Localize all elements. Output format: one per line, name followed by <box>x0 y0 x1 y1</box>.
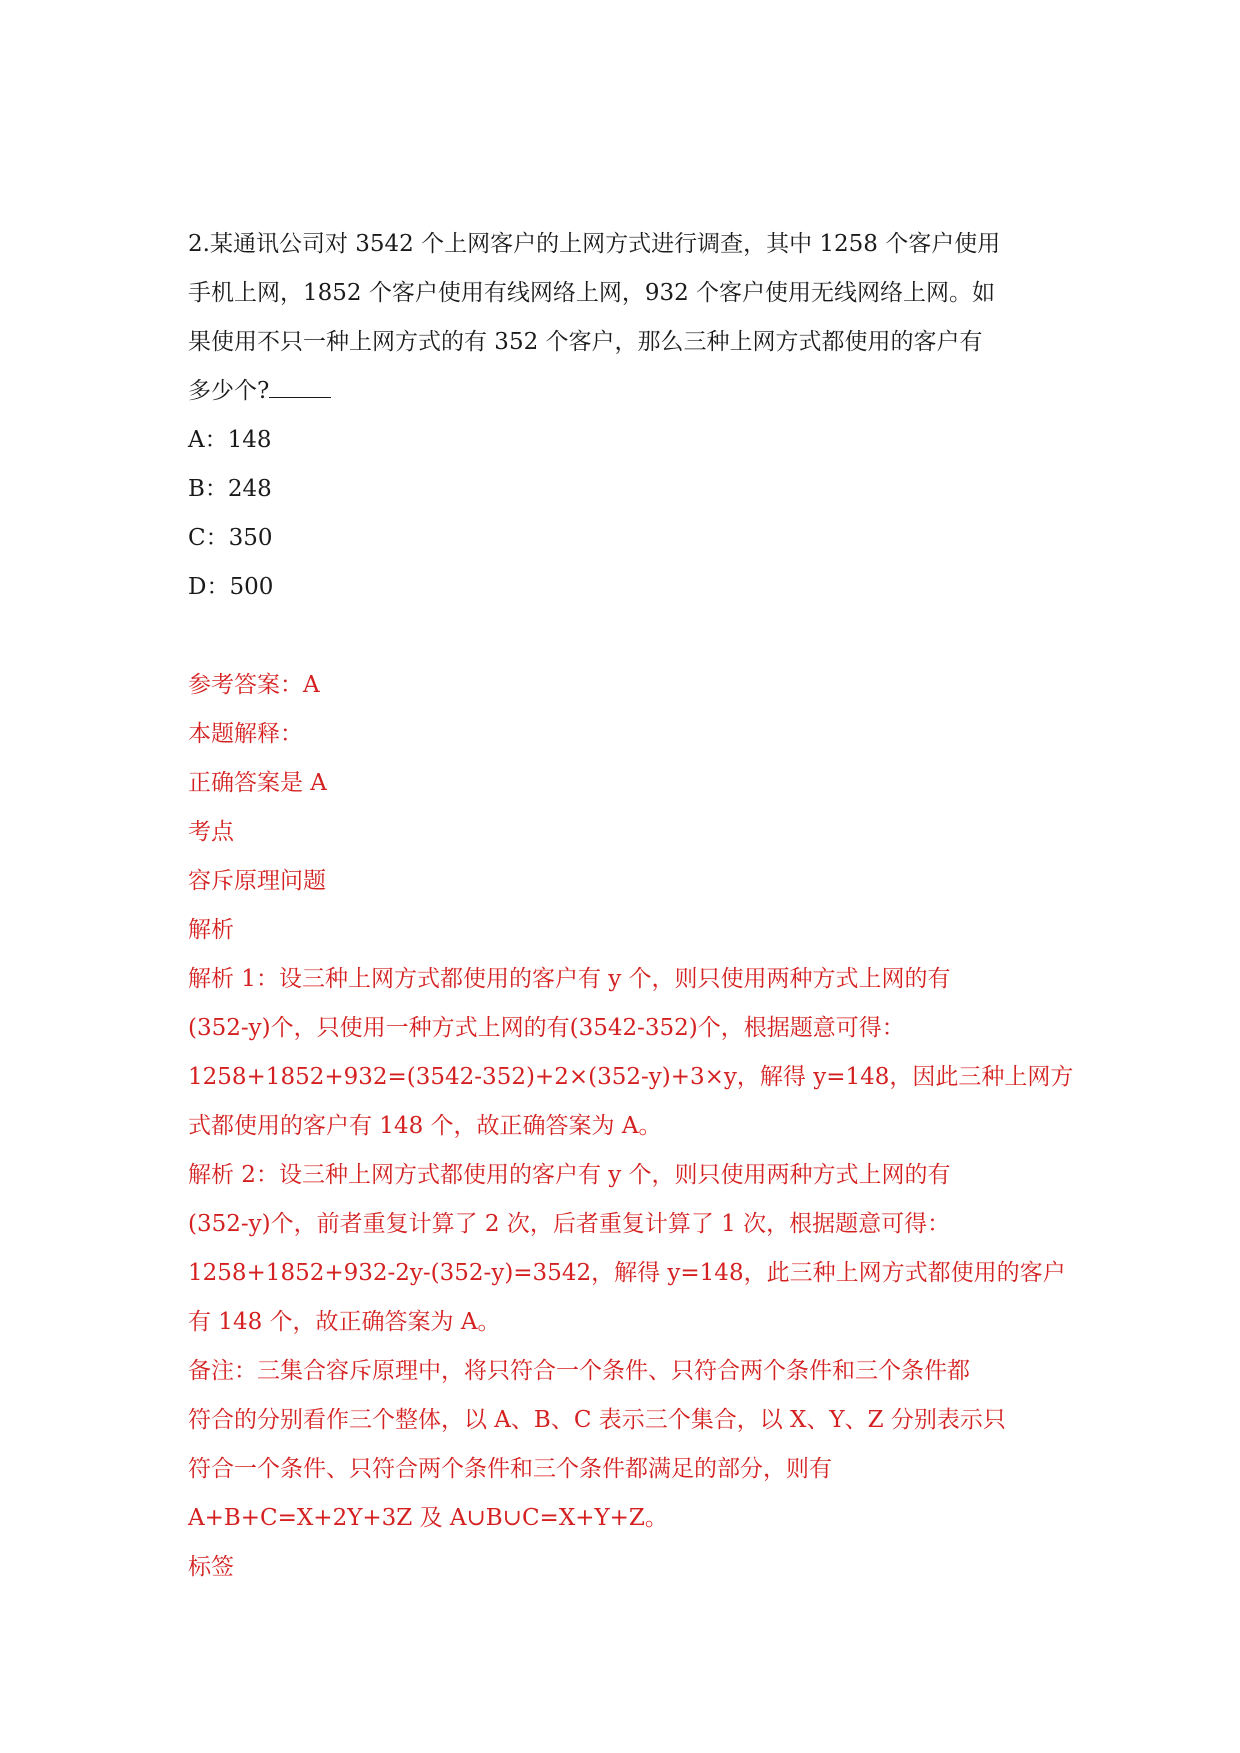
jiexi-2-line: 解析 2：设三种上网方式都使用的客户有 y 个，则只使用两种方式上网的有 <box>188 1162 951 1188</box>
note-line: 符合的分别看作三个整体，以 A、B、C 表示三个集合，以 X、Y、Z 分别表示只 <box>188 1407 1006 1433</box>
answer-section <box>188 661 1074 1592</box>
jiexi-1-line: 1258+1852+932=(3542-352)+2×(352-y)+3×y，解得 y=148，因此三种上网方 <box>188 1064 1074 1090</box>
jiexi-1-line: 解析 1：设三种上网方式都使用的客户有 y 个，则只使用两种方式上网的有 <box>188 966 951 992</box>
correct-answer: 正确答案是 A <box>188 770 327 796</box>
jiexi-2-line: (352-y)个，前者重复计算了 2 次，后者重复计算了 1 次，根据题意可得： <box>188 1211 951 1237</box>
question-line-last <box>188 367 1068 416</box>
option-d: D：500 <box>188 574 274 600</box>
option-a: A：148 <box>188 427 272 453</box>
jiexi-2 <box>188 1151 1068 1347</box>
jiexi-1-line: 式都使用的客户有 148 个，故正确答案为 A。 <box>188 1113 662 1139</box>
option-c: C：350 <box>188 525 273 551</box>
option-b: B：248 <box>188 476 272 502</box>
question-page <box>188 220 1074 1592</box>
jiexi-label: 解析 <box>188 917 234 943</box>
tags-label: 标签 <box>188 1554 234 1580</box>
note <box>188 1347 1068 1543</box>
question-line: 手机上网，1852 个客户使用有线网络上网，932 个客户使用无线网络上网。如 <box>188 280 996 306</box>
jiexi-1-line: (352-y)个，只使用一种方式上网的有(3542-352)个，根据题意可得： <box>188 1015 905 1041</box>
question-line: 果使用不只一种上网方式的有 352 个客户，那么三种上网方式都使用的客户有 <box>188 329 983 355</box>
answer-blank <box>269 367 331 398</box>
jiexi-2-line: 有 148 个，故正确答案为 A。 <box>188 1309 501 1335</box>
options-list <box>188 416 1068 612</box>
question-last-text: 多少个? <box>188 378 270 404</box>
reference-answer: 参考答案：A <box>188 672 320 698</box>
jiexi-2-line: 1258+1852+932-2y-(352-y)=3542，解得 y=148，此三种上网方式都使用的客户 <box>188 1260 1066 1286</box>
question-stem <box>188 220 1068 416</box>
note-line: 符合一个条件、只符合两个条件和三个条件都满足的部分，则有 <box>188 1456 832 1482</box>
kaodian-label: 考点 <box>188 819 234 845</box>
kaodian-value: 容斥原理问题 <box>188 868 326 894</box>
note-line: 备注：三集合容斥原理中，将只符合一个条件、只符合两个条件和三个条件都 <box>188 1358 970 1384</box>
explanation-title: 本题解释： <box>188 721 303 747</box>
section-gap <box>188 612 1068 661</box>
note-line: A+B+C=X+2Y+3Z 及 A∪B∪C=X+Y+Z。 <box>188 1505 668 1531</box>
question-line: 2.某通讯公司对 3542 个上网客户的上网方式进行调查，其中 1258 个客户使用 <box>188 231 1001 257</box>
jiexi-1 <box>188 955 1074 1151</box>
